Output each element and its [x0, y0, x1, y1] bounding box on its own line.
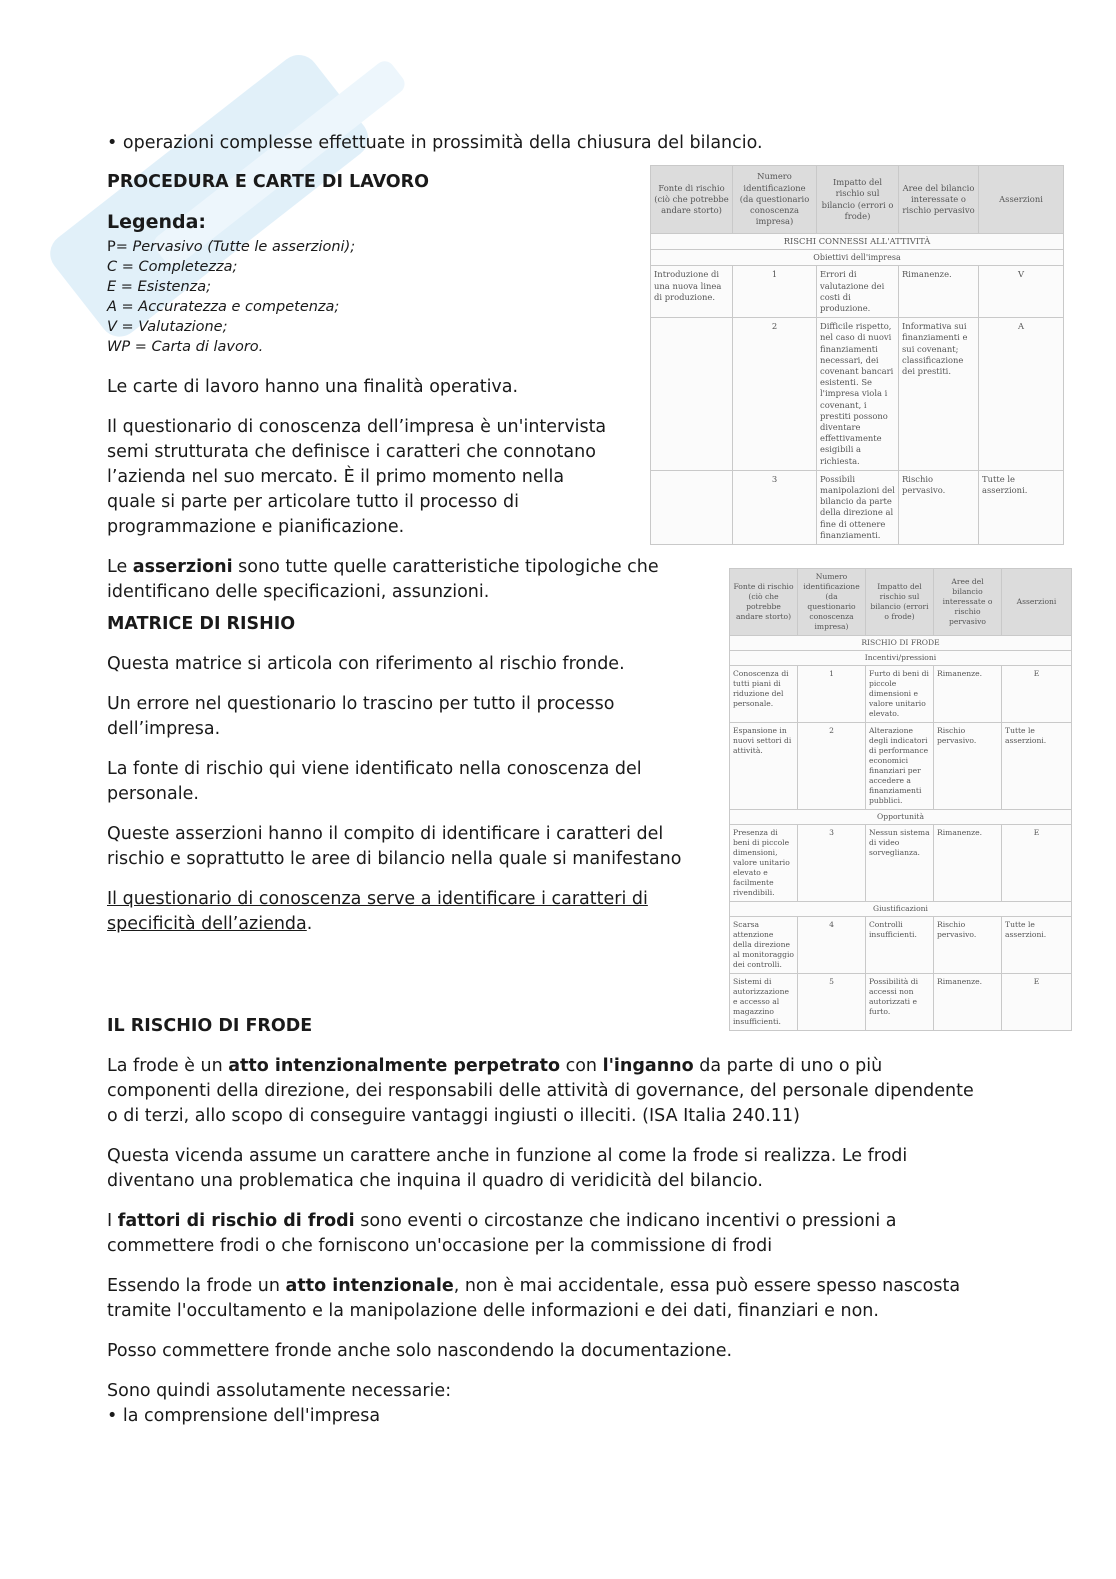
heading-matrice: MATRICE DI RISHIO — [107, 614, 296, 634]
paragraph: Questa matrice si articola con riferimento al rischio fronde. — [107, 654, 625, 674]
legend-item: A = Accuratezza e competenza; — [107, 299, 340, 315]
table-section-title: RISCHI CONNESSI ALL'ATTIVITÀ — [651, 234, 1064, 250]
column-header: Fonte di rischio (ciò che potrebbe andare storto) — [651, 166, 733, 234]
heading-rischio-frode: IL RISCHIO DI FRODE — [107, 1016, 313, 1036]
section-rischio-frode — [107, 1014, 987, 1429]
paragraph: Queste asserzioni hanno il compito di identificare i caratteri del rischio e soprattutto le aree di bilancio nella quale si manifestano — [107, 824, 682, 869]
table-row: 2 Difficile rispetto, nel caso di nuovi finanziamenti necessari, dei covenant bancari esistenti. Se l'impresa viola i covenant, i prestiti possono diventare effettivamente esigibili a richiesta. Informativa sui finanziamenti e sui covenant; classificazione dei prestiti. A — [651, 318, 1064, 471]
legend-item: C = Completezza; — [107, 259, 238, 275]
column-header: Impatto del rischio sul bilancio (errori o frode) — [817, 166, 899, 234]
paragraph: La fonte di rischio qui viene identificato nella conoscenza del personale. — [107, 759, 642, 804]
column-header: Impatto del rischio sul bilancio (errori o frode) — [866, 569, 934, 636]
column-header: Fonte di rischio (ciò che potrebbe andare storto) — [730, 569, 798, 636]
column-header: Asserzioni — [979, 166, 1064, 234]
paragraph: Le asserzioni sono tutte quelle caratteristiche tipologiche che identificano delle specificazioni, assunzioni. — [107, 557, 659, 602]
table-row: Presenza di beni di piccole dimensioni, valore unitario elevato e facilmente rivendibili. 3 Nessun sistema di video sorveglianza. Rimanenze. E — [730, 825, 1072, 902]
table-row: Scarsa attenzione della direzione al monitoraggio dei controlli. 4 Controlli insufficienti. Rischio pervasivo. Tutte le asserzioni. — [730, 917, 1072, 974]
legend-item: V = Valutazione; — [107, 319, 228, 335]
table-subsection-title: Opportunità — [730, 810, 1072, 825]
legend-item: P= Pervasivo (Tutte le asserzioni); — [107, 239, 356, 255]
table-subsection-title: Giustificazioni — [730, 902, 1072, 917]
table-rischio-frode — [729, 568, 1072, 1031]
table-header-row — [651, 166, 1064, 234]
bullet-item: • la comprensione dell'impresa — [107, 1406, 381, 1426]
paragraph: Le carte di lavoro hanno una finalità operativa. — [107, 377, 519, 397]
table-header-row — [730, 569, 1072, 636]
table-section-title: RISCHIO DI FRODE — [730, 636, 1072, 651]
legend-item: E = Esistenza; — [107, 279, 212, 295]
table-row: Introduzione di una nuova linea di produzione. 1 Errori di valutazione dei costi di produzione. Rimanenze. V — [651, 266, 1064, 318]
table-rischi-attivita — [650, 165, 1064, 545]
legend-item: WP = Carta di lavoro. — [107, 339, 264, 355]
column-header: Aree del bilancio interessate o rischio pervasivo — [899, 166, 979, 234]
table-row: Espansione in nuovi settori di attività. 2 Alterazione degli indicatori di performance economici finanziari per accedere a finanziamenti pubblici. Rischio pervasivo. Tutte le asserzioni. — [730, 723, 1072, 810]
legend-title: Legenda: — [107, 211, 207, 233]
table-subsection-title: Incentivi/pressioni — [730, 651, 1072, 666]
table-row: Conoscenza di tutti piani di riduzione del personale. 1 Furto di beni di piccole dimensioni e valore unitario elevato. Rimanenze. E — [730, 666, 1072, 723]
legend-list — [107, 237, 647, 357]
paragraph: Posso commettere fronde anche solo nascondendo la documentazione. — [107, 1341, 733, 1361]
table-subsection-title: Obiettivi dell'impresa — [651, 250, 1064, 266]
paragraph: Essendo la frode un atto intenzionale, non è mai accidentale, essa può essere spesso nascosta tramite l'occultamento e la manipolazione delle informazioni e dei dati, finanziari e non. — [107, 1276, 961, 1321]
column-header: Numero identificazione (da questionario conoscenza impresa) — [798, 569, 866, 636]
paragraph: Il questionario di conoscenza dell’impresa è un'intervista semi strutturata che definisce i caratteri che connotano l’azienda nel suo mercato. È il primo momento nella quale si parte per articolare tutto il processo di programmazione e pianificazione. — [107, 417, 607, 537]
heading-procedura: PROCEDURA E CARTE DI LAVORO — [107, 172, 430, 192]
table-row: 3 Possibili manipolazioni del bilancio da parte della direzione al fine di ottenere finanziamenti. Rischio pervasivo. Tutte le asserzioni. — [651, 470, 1064, 544]
paragraph: Sono quindi assolutamente necessarie: — [107, 1381, 452, 1401]
intro-bullet: • operazioni complesse effettuate in prossimità della chiusura del bilancio. — [107, 133, 763, 153]
section-matrice — [107, 612, 707, 952]
paragraph: Il questionario di conoscenza serve a identificare i caratteri di specificità dell’azienda. — [107, 889, 648, 934]
paragraph: La frode è un atto intenzionalmente perpetrato con l'inganno da parte di uno o più componenti della direzione, dei responsabili delle attività di governance, del personale dipendente o di terzi, allo scopo di conseguire vantaggi ingiusti o illeciti. (ISA Italia 240.11) — [107, 1056, 974, 1126]
column-header: Numero identificazione (da questionario conoscenza impresa) — [733, 166, 817, 234]
paragraph: Questa vicenda assume un carattere anche in funzione al come la frode si realizza. Le frodi diventano una problematica che inquina il quadro di veridicità del bilancio. — [107, 1146, 908, 1191]
paragraph: Un errore nel questionario lo trascino per tutto il processo dell’impresa. — [107, 694, 615, 739]
column-header: Aree del bilancio interessate o rischio pervasivo — [934, 569, 1002, 636]
section-procedura — [107, 170, 659, 620]
column-header: Asserzioni — [1002, 569, 1072, 636]
table-row: Sistemi di autorizzazione e accesso al magazzino insufficienti. 5 Possibilità di accessi non autorizzati e furto. Rimanenze. E — [730, 974, 1072, 1031]
paragraph: I fattori di rischio di frodi sono eventi o circostanze che indicano incentivi o pressioni a commettere frodi o che forniscono un'occasione per la commissione di frodi — [107, 1211, 897, 1256]
